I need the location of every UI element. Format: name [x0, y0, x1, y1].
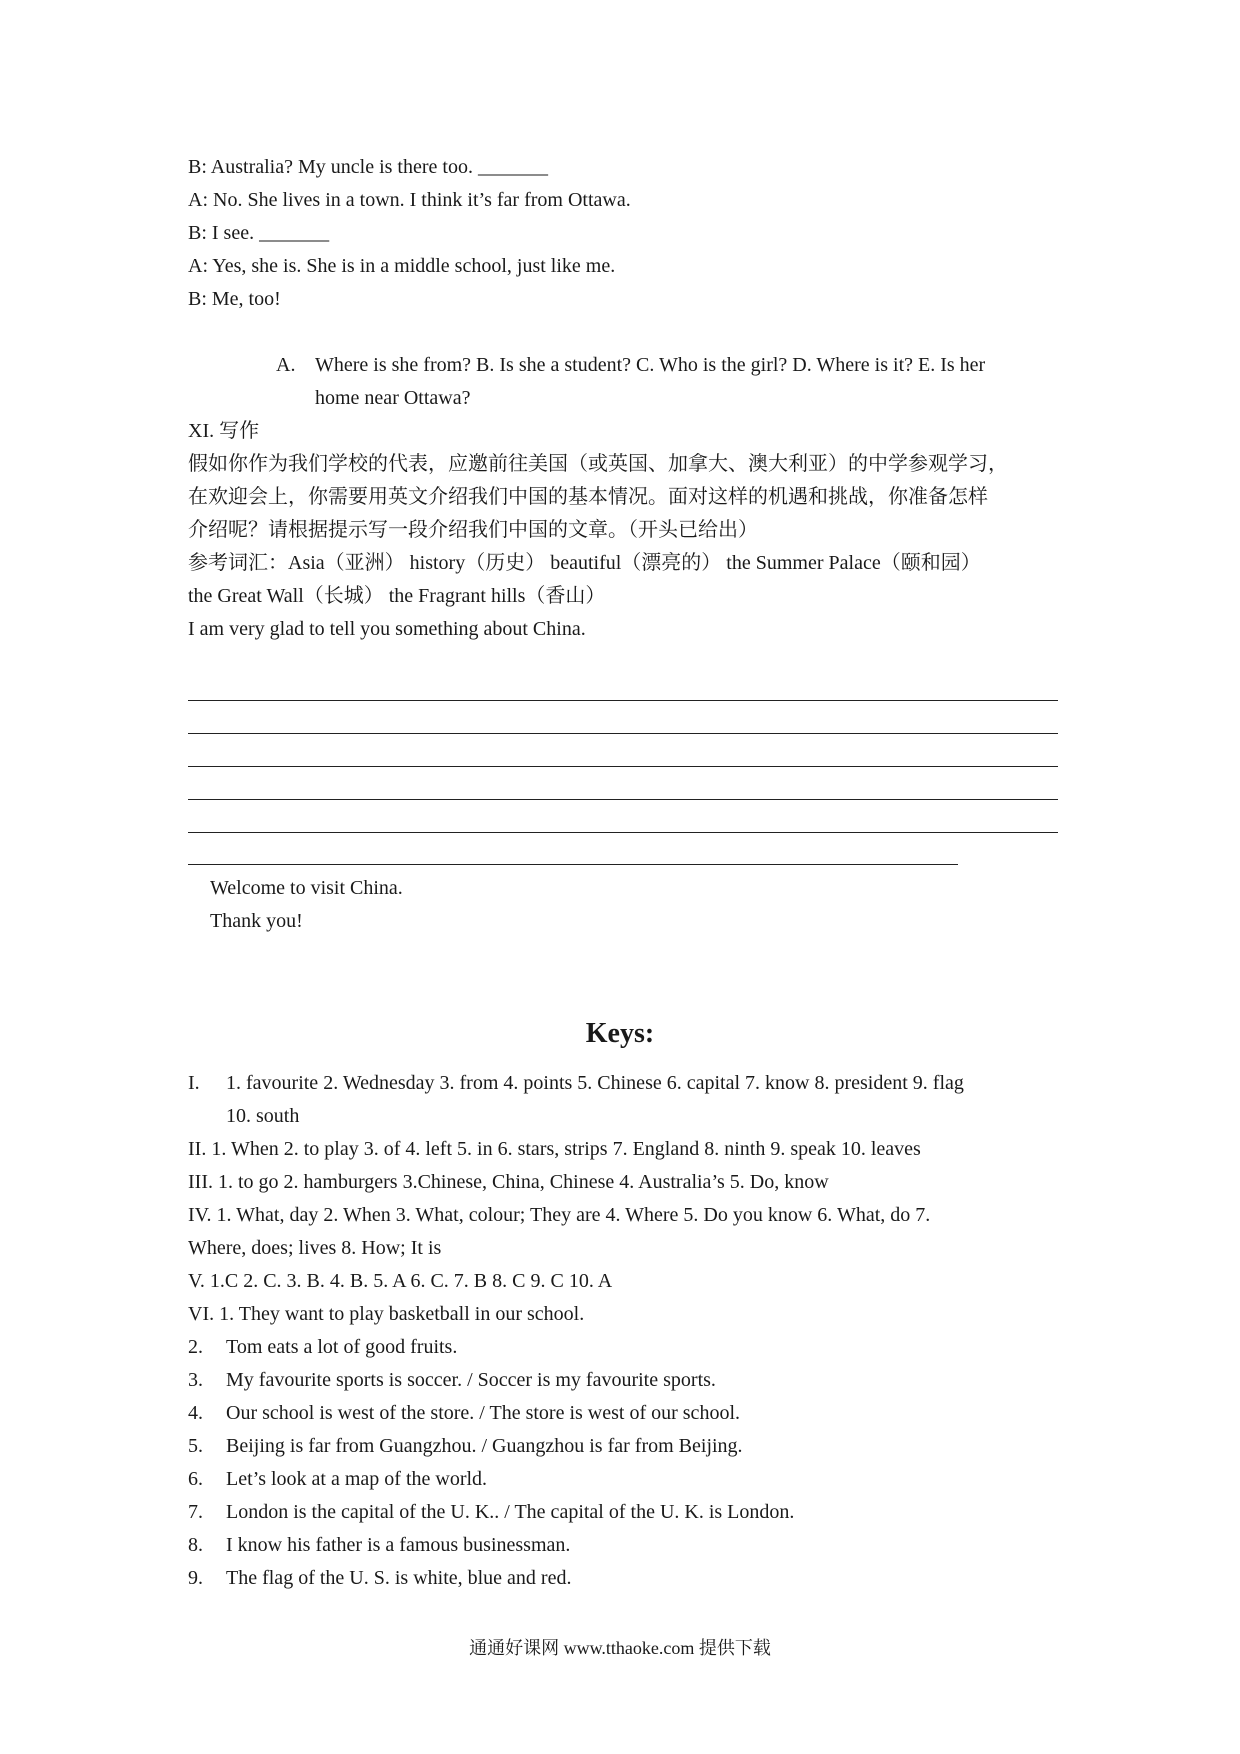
- dialogue-line: B: Australia? My uncle is there too. _______: [188, 156, 548, 178]
- key-line: 10. south: [226, 1105, 300, 1127]
- opening-sentence: I am very glad to tell you something about China.: [188, 618, 586, 640]
- section-heading: XI. 写作: [188, 420, 260, 442]
- key-sentence: Beijing is far from Guangzhou. / Guangzhou is far from Beijing.: [226, 1435, 743, 1457]
- keys-title: Keys:: [585, 1018, 655, 1049]
- key-number: 2.: [188, 1336, 203, 1358]
- vocab-line: the Great Wall（长城） the Fragrant hills（香山）: [188, 585, 606, 607]
- dialogue-line: B: Me, too!: [188, 288, 281, 310]
- key-number: 3.: [188, 1369, 203, 1391]
- key-number: 5.: [188, 1435, 203, 1457]
- key-sentence: Let’s look at a map of the world.: [226, 1468, 488, 1490]
- key-line: V. 1.C 2. C. 3. B. 4. B. 5. A 6. C. 7. B 8. C 9. C 10. A: [188, 1270, 613, 1292]
- key-sentence: The flag of the U. S. is white, blue and red.: [226, 1567, 572, 1589]
- option-marker: A.: [276, 354, 296, 376]
- key-line: VI. 1. They want to play basketball in our school.: [188, 1303, 585, 1325]
- key-line: IV. 1. What, day 2. When 3. What, colour; They are 4. Where 5. Do you know 6. What, do 7.: [188, 1204, 931, 1226]
- dialogue-line: A: No. She lives in a town. I think it’s far from Ottawa.: [188, 189, 631, 211]
- key-sentence: My favourite sports is soccer. / Soccer is my favourite sports.: [226, 1369, 716, 1391]
- key-sentence: London is the capital of the U. K.. / The capital of the U. K. is London.: [226, 1501, 795, 1523]
- prompt-line: 在欢迎会上，你需要用英文介绍我们中国的基本情况。面对这样的机遇和挑战，你准备怎样: [188, 486, 988, 508]
- key-sentence: Our school is west of the store. / The store is west of our school.: [226, 1402, 740, 1424]
- key-line: II. 1. When 2. to play 3. of 4. left 5. in 6. stars, strips 7. England 8. ninth 9. speak 10. leaves: [188, 1138, 921, 1160]
- key-number: 8.: [188, 1534, 203, 1556]
- options-line: Where is she from? B. Is she a student? C. Who is the girl? D. Where is it? E. Is her: [315, 354, 986, 376]
- key-number: 4.: [188, 1402, 203, 1424]
- closing-line: Thank you!: [210, 910, 303, 932]
- answer-line: [188, 700, 1058, 701]
- key-number: 7.: [188, 1501, 203, 1523]
- answer-line: [188, 832, 1058, 833]
- key-number: 9.: [188, 1567, 203, 1589]
- answer-line: [188, 864, 958, 865]
- key-number: I.: [188, 1072, 200, 1094]
- dialogue-line: B: I see. _______: [188, 222, 330, 244]
- page-footer: 通通好课网 www.tthaoke.com 提供下载: [469, 1638, 771, 1658]
- answer-line: [188, 766, 1058, 767]
- key-line: 1. favourite 2. Wednesday 3. from 4. points 5. Chinese 6. capital 7. know 8. president 9. flag: [226, 1072, 964, 1094]
- key-sentence: I know his father is a famous businessman.: [226, 1534, 571, 1556]
- dialogue-line: A: Yes, she is. She is in a middle school, just like me.: [188, 255, 616, 277]
- answer-line: [188, 799, 1058, 800]
- key-sentence: Tom eats a lot of good fruits.: [226, 1336, 458, 1358]
- key-line: Where, does; lives 8. How; It is: [188, 1237, 442, 1259]
- closing-line: Welcome to visit China.: [210, 877, 403, 899]
- answer-line: [188, 733, 1058, 734]
- key-line: III. 1. to go 2. hamburgers 3.Chinese, China, Chinese 4. Australia’s 5. Do, know: [188, 1171, 829, 1193]
- prompt-line: 介绍呢？请根据提示写一段介绍我们中国的文章。（开头已给出）: [188, 519, 758, 541]
- prompt-line: 假如你作为我们学校的代表，应邀前往美国（或英国、加拿大、澳大利亚）的中学参观学习，: [188, 453, 1008, 475]
- vocab-line: 参考词汇：Asia（亚洲） history（历史） beautiful（漂亮的） the Summer Palace（颐和园）: [188, 552, 981, 574]
- options-line: home near Ottawa?: [315, 387, 471, 409]
- key-number: 6.: [188, 1468, 203, 1490]
